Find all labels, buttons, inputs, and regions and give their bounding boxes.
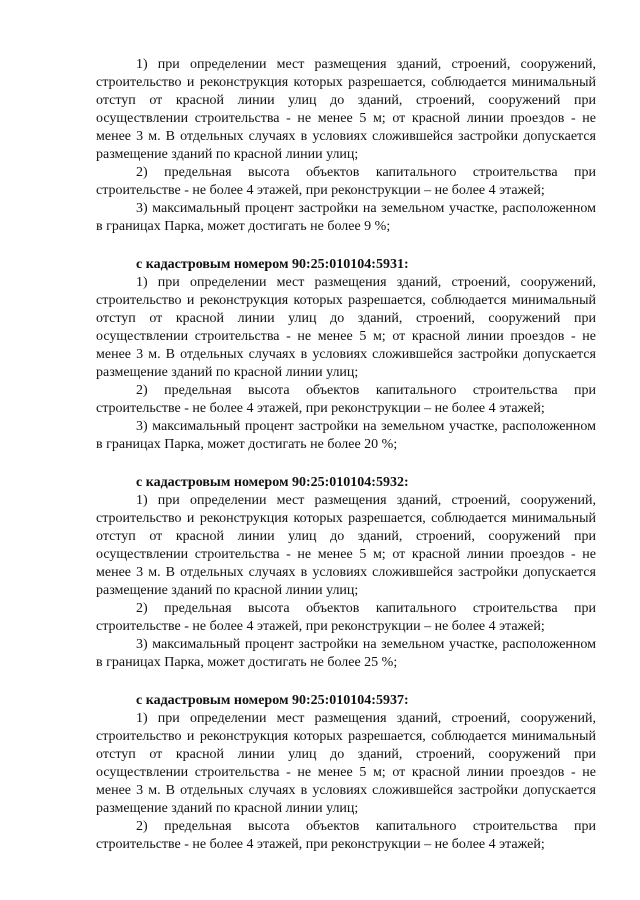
section-gap <box>96 672 596 692</box>
section-5937-rule-2: 2) предельная высота объектов капитального строительства при строительстве - не более 4 этажей, при реконструкции – не более 4 этажей; <box>96 819 596 852</box>
intro-rule-2: 2) предельная высота объектов капитального строительства при строительстве - не более 4 этажей, при реконструкции – не более 4 этажей; <box>96 165 596 198</box>
section-5932-rule-3: 3) максимальный процент застройки на земельном участке, расположенном в границах Парка, может достигать не более 25 %; <box>96 637 596 670</box>
section-gap <box>96 236 596 256</box>
intro-rule-1: 1) при определении мест размещения зданий, строений, сооружений, строительство и реконструкция которых разрешается, соблюдается минимальный отступ от красной линии улиц до зданий, строений, сооружений при осуществлении строительства - не менее 5 м; от красной линии проездов - не менее 3 м. В отдельных случаях в условиях сложившейся застройки допускается размещение зданий по красной линии улиц; <box>96 57 596 162</box>
section-5931-rule-1: 1) при определении мест размещения зданий, строений, сооружений, строительство и реконструкция которых разрешается, соблюдается минимальный отступ от красной линии улиц до зданий, строений, сооружений при осуществлении строительства - не менее 5 м; от красной линии проездов - не менее 3 м. В отдельных случаях в условиях сложившейся застройки допускается размещение зданий по красной линии улиц; <box>96 275 596 380</box>
section-5937-rule-1: 1) при определении мест размещения зданий, строений, сооружений, строительство и реконструкция которых разрешается, соблюдается минимальный отступ от красной линии улиц до зданий, строений, сооружений при осуществлении строительства - не менее 5 м; от красной линии проездов - не менее 3 м. В отдельных случаях в условиях сложившейся застройки допускается размещение зданий по красной линии улиц; <box>96 711 596 816</box>
section-heading-5932: с кадастровым номером 90:25:010104:5932: <box>136 475 409 490</box>
section-heading-5931: с кадастровым номером 90:25:010104:5931: <box>136 257 409 272</box>
section-gap <box>96 454 596 474</box>
section-heading-5937: с кадастровым номером 90:25:010104:5937: <box>136 693 409 708</box>
section-5931-rule-3: 3) максимальный процент застройки на земельном участке, расположенном в границах Парка, может достигать не более 20 %; <box>96 419 596 452</box>
section-5931-rule-2: 2) предельная высота объектов капитального строительства при строительстве - не более 4 этажей, при реконструкции – не более 4 этажей; <box>96 383 596 416</box>
document-page <box>96 56 596 854</box>
section-5932-rule-2: 2) предельная высота объектов капитального строительства при строительстве - не более 4 этажей, при реконструкции – не более 4 этажей; <box>96 601 596 634</box>
intro-rule-3: 3) максимальный процент застройки на земельном участке, расположенном в границах Парка, может достигать не более 9 %; <box>96 201 596 234</box>
section-5932-rule-1: 1) при определении мест размещения зданий, строений, сооружений, строительство и реконструкция которых разрешается, соблюдается минимальный отступ от красной линии улиц до зданий, строений, сооружений при осуществлении строительства - не менее 5 м; от красной линии проездов - не менее 3 м. В отдельных случаях в условиях сложившейся застройки допускается размещение зданий по красной линии улиц; <box>96 493 596 598</box>
